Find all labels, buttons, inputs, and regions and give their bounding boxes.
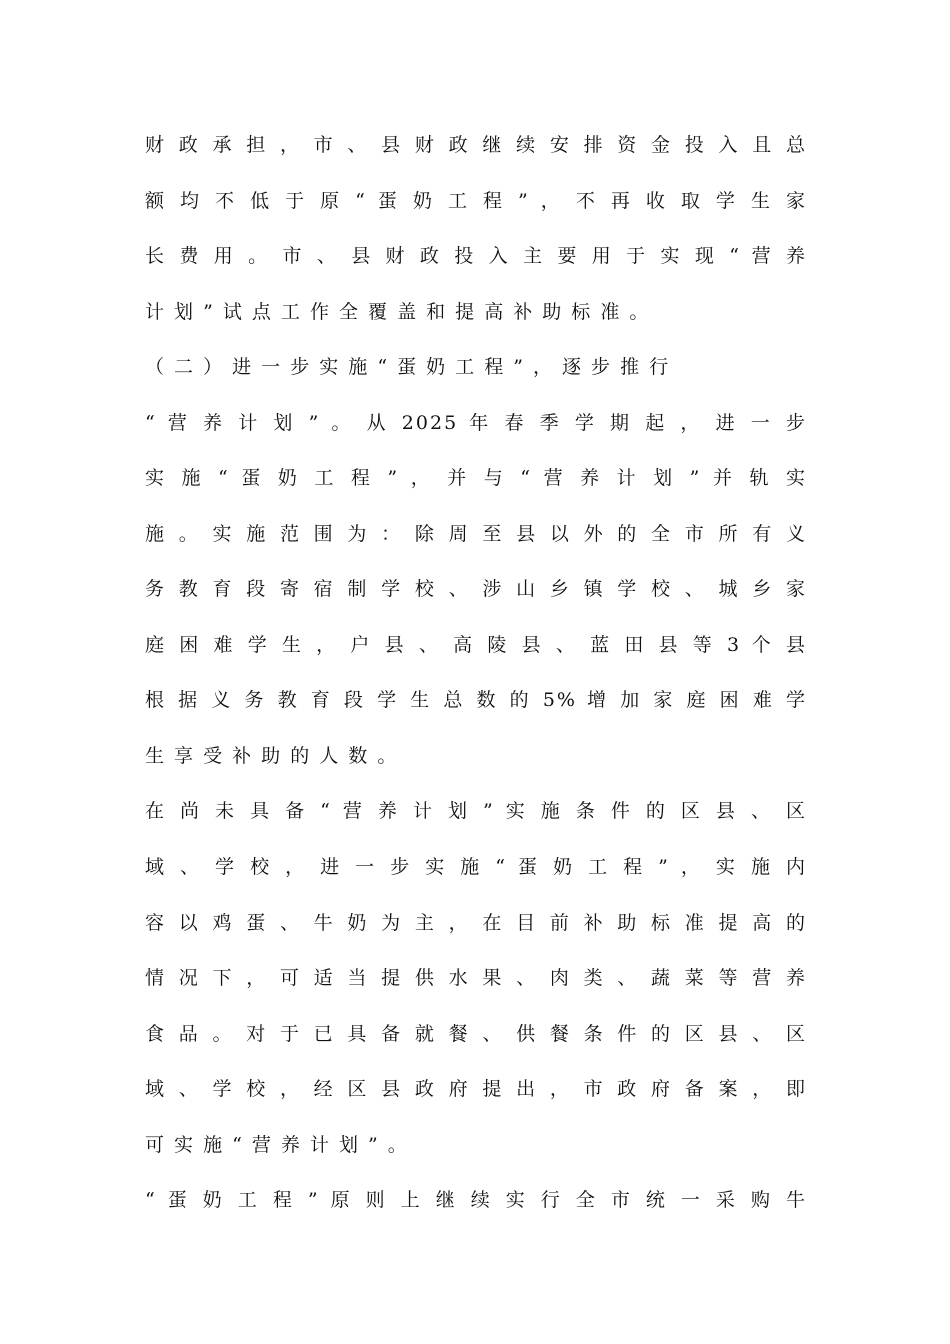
text-line: 域 、 学 校 ， 经 区 县 政 府 提 出 ， 市 政 府 备 案 ， 即 — [145, 1078, 807, 1100]
text-line: “ 营 养 计 划 ” 。 从 2025 年 春 季 学 期 起 ， 进 一 步 — [145, 412, 807, 434]
text-line: 财 政 承 担 ， 市 、 县 财 政 继 续 安 排 资 金 投 入 且 总 — [145, 134, 807, 156]
text-line: 务 教 育 段 寄 宿 制 学 校 、 涉 山 乡 镇 学 校 、 城 乡 家 — [145, 578, 807, 600]
text-line: 施 。 实 施 范 围 为 ： 除 周 至 县 以 外 的 全 市 所 有 义 — [145, 523, 807, 545]
text-line: 情 况 下 ， 可 适 当 提 供 水 果 、 肉 类 、 蔬 菜 等 营 养 — [145, 967, 807, 989]
text-line: 额 均 不 低 于 原 “ 蛋 奶 工 程 ” ， 不 再 收 取 学 生 家 — [145, 190, 807, 212]
text-line: 实 施 “ 蛋 奶 工 程 ” ， 并 与 “ 营 养 计 划 ” 并 轨 实 — [145, 467, 807, 489]
section-heading-line: （ 二 ） 进 一 步 实 施 “ 蛋 奶 工 程 ” ， 逐 步 推 行 — [145, 356, 671, 378]
text-line: 可 实 施 “ 营 养 计 划 ” 。 — [145, 1134, 409, 1156]
text-line: 在 尚 未 具 备 “ 营 养 计 划 ” 实 施 条 件 的 区 县 、 区 — [145, 800, 807, 822]
text-line: 计 划 ” 试 点 工 作 全 覆 盖 和 提 高 补 助 标 准 。 — [145, 301, 651, 323]
text-line: 庭 困 难 学 生 ， 户 县 、 高 陵 县 、 蓝 田 县 等 3 个 县 — [145, 634, 807, 656]
text-line: 域 、 学 校 ， 进 一 步 实 施 “ 蛋 奶 工 程 ” ， 实 施 内 — [145, 856, 807, 878]
text-line: 长 费 用 。 市 、 县 财 政 投 入 主 要 用 于 实 现 “ 营 养 — [145, 245, 807, 267]
text-line: 根 据 义 务 教 育 段 学 生 总 数 的 5% 增 加 家 庭 困 难 学 — [145, 689, 807, 711]
text-line: 食 品 。 对 于 已 具 备 就 餐 、 供 餐 条 件 的 区 县 、 区 — [145, 1023, 807, 1045]
text-line: 生 享 受 补 助 的 人 数 。 — [145, 745, 399, 767]
text-line: 容 以 鸡 蛋 、 牛 奶 为 主 ， 在 目 前 补 助 标 准 提 高 的 — [145, 912, 807, 934]
text-line: “ 蛋 奶 工 程 ” 原 则 上 继 续 实 行 全 市 统 一 采 购 牛 — [145, 1189, 807, 1211]
